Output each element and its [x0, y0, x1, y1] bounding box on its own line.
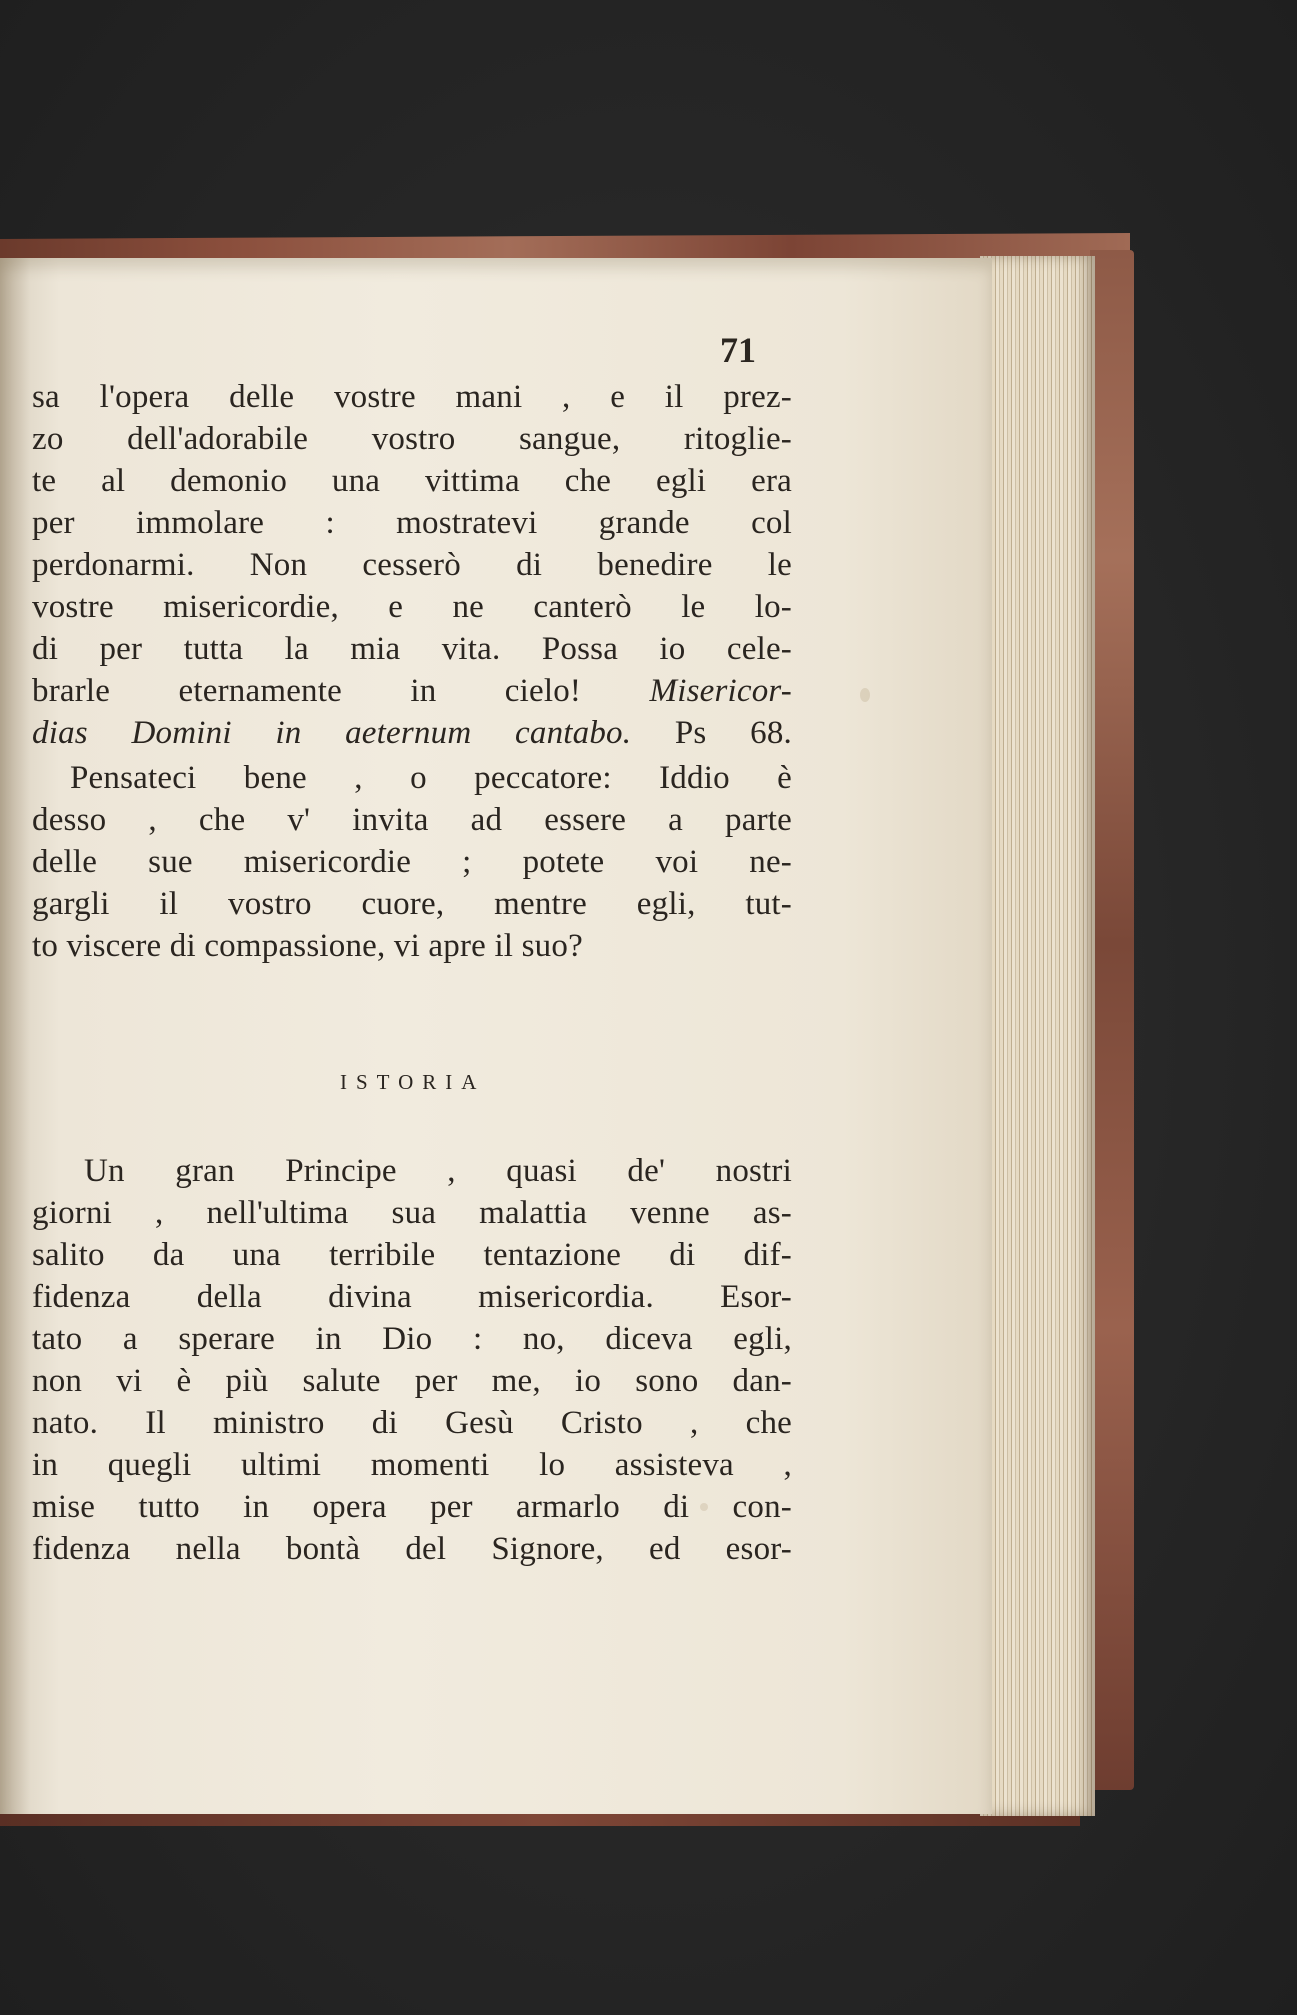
text-line: vostre misericordie, e ne canterò le lo- [32, 589, 792, 625]
text-line: fidenza nella bontà del Signore, ed esor- [32, 1531, 792, 1567]
book-page [0, 258, 992, 1814]
book-cover-right-edge [1090, 250, 1134, 1790]
text-line: nato. Il ministro di Gesù Cristo , che [32, 1405, 792, 1441]
text-line: salito da una terribile tentazione di dif- [32, 1237, 792, 1273]
latin-quote-start: Misericor- [649, 673, 792, 709]
text-line: zo dell'adorabile vostro sangue, ritoglie- [32, 421, 792, 457]
text-line: giorni , nell'ultima sua malattia venne as- [32, 1195, 792, 1231]
text-line: perdonarmi. Non cesserò di benedire le [32, 547, 792, 583]
text-line-latin-start [32, 670, 792, 712]
text-line: sa l'opera delle vostre mani , e il prez- [32, 379, 792, 415]
text-line: desso , che v' invita ad essere a parte [32, 802, 792, 838]
latin-quote-end: dias Domini in aeternum cantabo. [32, 715, 632, 751]
text-line: mise tutto in opera per armarlo di con- [32, 1489, 792, 1525]
text-line: gargli il vostro cuore, mentre egli, tut- [32, 886, 792, 922]
text-line: Un gran Principe , quasi de' nostri [84, 1153, 792, 1189]
psalm-reference: Ps 68. [674, 715, 792, 751]
text-line: in quegli ultimi momenti lo assisteva , [32, 1447, 792, 1483]
section-heading: ISTORIA [340, 1070, 486, 1094]
text-line: te al demonio una vittima che egli era [32, 463, 792, 499]
text-line-latin-end [32, 712, 792, 754]
text-fragment: brarle eternamente in cielo! [32, 673, 582, 709]
text-line: to viscere di compassione, vi apre il suo? [32, 928, 583, 964]
text-line: per immolare : mostratevi grande col [32, 505, 792, 541]
text-line: non vi è più salute per me, io sono dan- [32, 1363, 792, 1399]
text-line: fidenza della divina misericordia. Esor- [32, 1279, 792, 1315]
text-line: di per tutta la mia vita. Possa io cele- [32, 631, 792, 667]
foxing-spot [860, 688, 870, 702]
text-line: Pensateci bene , o peccatore: Iddio è [70, 760, 792, 796]
text-line: delle sue misericordie ; potete voi ne- [32, 844, 792, 880]
text-line: tato a sperare in Dio : no, diceva egli, [32, 1321, 792, 1357]
page-number: 71 [720, 330, 756, 370]
page-edges [980, 256, 1095, 1816]
